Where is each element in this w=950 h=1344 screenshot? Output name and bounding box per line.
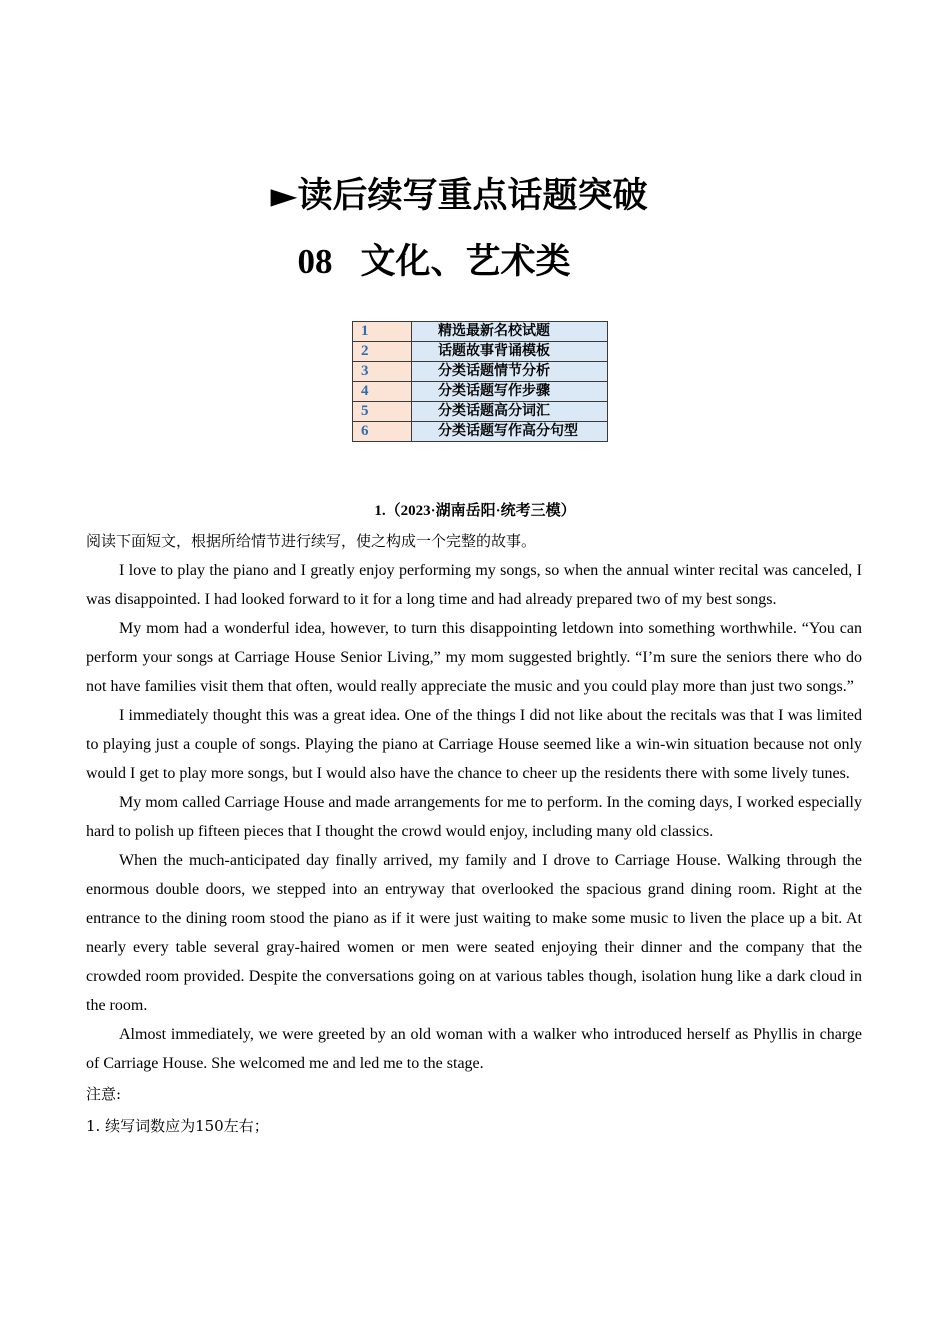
toc-label: 分类话题情节分析 [412,362,608,382]
toc-label: 精选最新名校试题 [412,322,608,342]
toc-num: 6 [353,422,412,442]
story-paragraph: My mom called Carriage House and made arrangements for me to perform. In the coming days, I worked especially hard to polish up fifteen pieces that I thought the crowd would enjoy, including many old classics. [86,794,862,840]
question-body [86,527,862,1142]
topic-number: 08 [297,242,333,281]
toc-row [353,382,608,402]
toc-row [353,422,608,442]
toc-num: 2 [353,342,412,362]
page-subtitle [0,238,868,286]
story-paragraph: When the much-anticipated day finally arrived, my family and I drove to Carriage House. Walking through the enormous double doors, we stepped into an entryway that overlooked the spacious grand dining room. Right at the entrance to the dining room stood the piano as if it were just waiting to make some music to liven the place up a bit. At nearly every table several gray-haired women or men were seated enjoying their dinner and the company that the crowded room provided. Despite the conversations going on at various tables though, isolation hung like a dark cloud in the room. [86,852,862,1014]
story-paragraph: Almost immediately, we were greeted by an old woman with a walker who introduced herself as Phyllis in charge of Carriage House. She welcomed me and led me to the stage. [86,1026,862,1072]
instruction-text: 阅读下面短文，根据所给情节进行续写，使之构成一个完整的故事。 [86,532,537,550]
toc-row [353,402,608,422]
note-item: 1. 续写词数应为150左右； [86,1117,269,1135]
toc-label: 分类话题写作步骤 [412,382,608,402]
story-paragraph: My mom had a wonderful idea, however, to turn this disappointing letdown into something worthwhile. “You can perform your songs at Carriage House Senior Living,” my mom suggested brightly. “I’m sure the seniors there who do not have families visit them that often, would really appreciate the music and you could play more than just two songs.” [86,620,862,695]
toc-row [353,362,608,382]
story-paragraph: I immediately thought this was a great idea. One of the things I did not like about the recitals was that I was limited to playing just a couple of songs. Playing the piano at Carriage House seemed like a win-win situation because not only would I get to play more songs, but I would also have the chance to cheer up the residents there with some lively tunes. [86,707,862,782]
note-label: 注意: [86,1085,122,1103]
toc-label: 分类话题高分词汇 [412,402,608,422]
toc-num: 1 [353,322,412,342]
toc-num: 4 [353,382,412,402]
toc-row [353,342,608,362]
toc-row [353,322,608,342]
topic-title: 文化、艺术类 [360,242,571,282]
table-of-contents [352,321,608,442]
question-heading: 1.（2023·湖南岳阳·统考三模） [374,503,576,519]
toc-num: 3 [353,362,412,382]
story-paragraph: I love to play the piano and I greatly enjoy performing my songs, so when the annual winter recital was canceled, I was disappointed. I had looked forward to it for a long time and had already prepared two of my best songs. [86,562,862,608]
toc-num: 5 [353,402,412,422]
toc-label: 话题故事背诵模板 [412,342,608,362]
toc-label: 分类话题写作高分句型 [412,422,608,442]
page-title: ►读后续写重点话题突破 [270,176,648,216]
